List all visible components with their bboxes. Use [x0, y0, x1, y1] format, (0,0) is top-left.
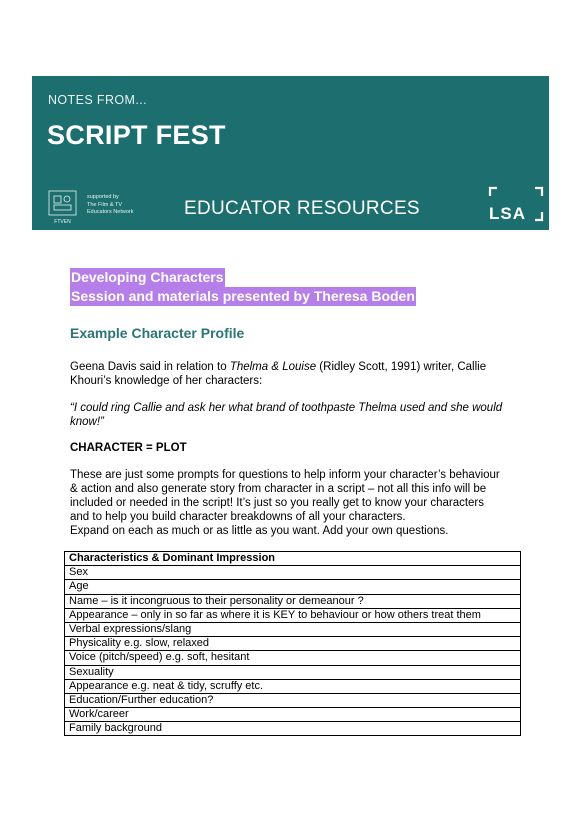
title-line-1: Developing Characters	[71, 269, 224, 285]
table-row: Name – is it incongruous to their personality or demeanour ?	[65, 595, 520, 609]
supported-by-text	[87, 194, 147, 217]
table-row: Appearance e.g. neat & tidy, scruffy etc.	[65, 680, 520, 694]
table-row: Age	[65, 580, 520, 594]
lsa-logo-text: LSA	[489, 204, 526, 222]
prompt-line: and to help you build character breakdowns of all your characters.	[70, 511, 406, 523]
table-header: Characteristics & Dominant Impression	[65, 552, 520, 566]
lsa-logo	[488, 186, 544, 222]
prompt-line: included or needed in the script! It’s just so you really get to know your characters	[70, 497, 485, 509]
table-row: Family background	[65, 722, 520, 736]
character-profile-table	[64, 551, 521, 736]
section-subheading: Example Character Profile	[70, 325, 245, 341]
prompt-line: These are just some prompts for questions to help inform your character’s behaviour	[70, 469, 500, 481]
intro-prefix: Geena Davis said in relation to	[70, 361, 230, 373]
header-banner	[32, 76, 549, 230]
table-row: Sex	[65, 566, 520, 580]
prompt-line: & action and also generate story from character in a script – not all this info will be	[70, 483, 487, 495]
educator-resources-label: EDUCATOR RESOURCES	[184, 198, 420, 219]
supported-line: Educators Network	[87, 209, 134, 215]
film-title: Thelma & Louise	[229, 361, 317, 373]
banner-title: SCRIPT FEST	[47, 120, 226, 150]
ftven-label: FTVEN	[54, 219, 71, 225]
supported-line: The Film & TV	[87, 201, 123, 208]
character-equals-plot: CHARACTER = PLOT	[70, 442, 187, 454]
table-row: Verbal expressions/slang	[65, 623, 520, 637]
table-row: Sexuality	[65, 666, 520, 680]
document-title	[70, 268, 416, 306]
quote-paragraph: “I could ring Callie and ask her what brand of toothpaste Thelma used and she would know!”	[70, 402, 503, 428]
intro-suffix: (Ridley Scott, 1991) writer, Callie Khouri’s knowledge of her characters:	[70, 361, 487, 387]
table-row: Education/Further education?	[65, 694, 520, 708]
table-row: Appearance – only in so far as where it is KEY to behaviour or how others treat them	[65, 609, 520, 623]
table-row: Work/career	[65, 708, 520, 722]
supported-line: supported by	[87, 194, 119, 200]
title-line-2: Session and materials presented by Theresa Boden	[71, 288, 415, 304]
table-row: Voice (pitch/speed) e.g. soft, hesitant	[65, 651, 520, 665]
prompt-line: Expand on each as much or as little as you want. Add your own questions.	[70, 525, 449, 537]
banner-kicker: NOTES FROM...	[48, 93, 147, 107]
table-row: Physicality e.g. slow, relaxed	[65, 637, 520, 651]
ftven-logo-icon	[48, 190, 77, 216]
prompt-paragraph	[70, 468, 530, 538]
intro-paragraph	[70, 360, 530, 388]
